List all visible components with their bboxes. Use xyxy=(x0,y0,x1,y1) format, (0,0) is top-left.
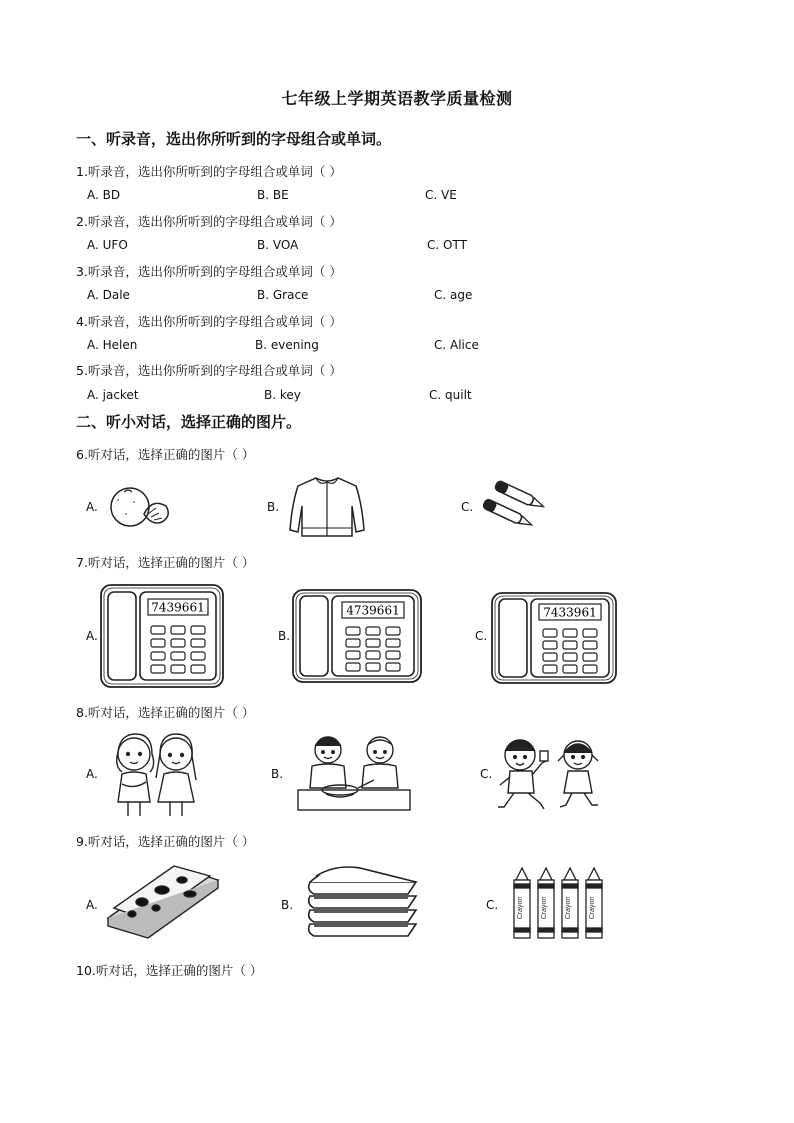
q3-option-b[interactable]: B. Grace xyxy=(257,288,309,302)
page-title: 七年级上学期英语教学质量检测 xyxy=(281,89,513,108)
q3-option-c[interactable]: C. age xyxy=(434,288,473,302)
q3-stem: 3.听录音，选出你所听到的字母组合或单词（ ） xyxy=(76,264,342,279)
crayon-label-1: Crayon xyxy=(517,896,524,920)
boy-and-girl-running-icon[interactable] xyxy=(496,735,606,815)
two-boys-cooking-icon[interactable] xyxy=(296,732,412,812)
q6-label-b: B. xyxy=(267,500,280,514)
q1-stem: 1.听录音，选出你所听到的字母组合或单词（ ） xyxy=(76,164,342,179)
crayon-label-3: Crayon xyxy=(565,896,572,920)
q7-label-c: C. xyxy=(475,629,488,643)
q9-stem: 9.听对话，选择正确的图片（ ） xyxy=(76,834,255,849)
q2-option-c[interactable]: C. OTT xyxy=(427,238,467,252)
q2-option-b[interactable]: B. VOA xyxy=(257,238,299,252)
q6-label-c: C. xyxy=(461,500,474,514)
two-girls-icon[interactable] xyxy=(106,730,206,818)
q4-option-c[interactable]: C. Alice xyxy=(434,338,479,352)
q6-label-a: A. xyxy=(86,500,98,514)
q4-option-b[interactable]: B. evening xyxy=(255,338,319,352)
q10-stem: 10.听对话，选择正确的图片（ ） xyxy=(76,963,263,978)
q1-option-a[interactable]: A. BD xyxy=(87,188,121,202)
q7-label-a: A. xyxy=(86,629,98,643)
q4-option-a[interactable]: A. Helen xyxy=(87,338,138,352)
q5-option-a[interactable]: A. jacket xyxy=(87,388,139,402)
q7-stem: 7.听对话，选择正确的图片（ ） xyxy=(76,555,255,570)
jacket-icon[interactable] xyxy=(286,474,368,538)
telephone-b-icon[interactable] xyxy=(292,589,422,683)
telephone-c-icon[interactable] xyxy=(491,592,617,684)
q6-stem: 6.听对话，选择正确的图片（ ） xyxy=(76,447,255,462)
orange-icon[interactable] xyxy=(104,484,174,530)
q3-option-a[interactable]: A. Dale xyxy=(87,288,130,302)
q7-label-b: B. xyxy=(278,629,291,643)
q2-stem: 2.听录音，选出你所听到的字母组合或单词（ ） xyxy=(76,214,342,229)
crayon-label-4: Crayon xyxy=(589,896,596,920)
q5-stem: 5.听录音，选出你所听到的字母组合或单词（ ） xyxy=(76,363,342,378)
q1-option-c[interactable]: C. VE xyxy=(425,188,457,202)
crayons-icon[interactable] xyxy=(508,866,608,942)
q4-stem: 4.听录音，选出你所听到的字母组合或单词（ ） xyxy=(76,314,342,329)
books-icon[interactable] xyxy=(304,862,420,942)
telephone-a-icon[interactable] xyxy=(100,584,224,688)
q2-option-a[interactable]: A. UFO xyxy=(87,238,128,252)
phone-number-a: 7439661 xyxy=(151,600,205,615)
q8-label-c: C. xyxy=(480,767,493,781)
q8-stem: 8.听对话，选择正确的图片（ ） xyxy=(76,705,255,720)
q9-label-c: C. xyxy=(486,898,499,912)
section2-heading: 二、听小对话，选择正确的图片。 xyxy=(76,413,302,431)
q9-label-a: A. xyxy=(86,898,98,912)
q9-label-b: B. xyxy=(281,898,294,912)
phone-number-c: 7433961 xyxy=(543,605,597,620)
crayon-label-2: Crayon xyxy=(541,896,548,920)
q5-option-b[interactable]: B. key xyxy=(264,388,301,402)
erasers-icon[interactable] xyxy=(104,862,220,942)
pens-icon[interactable] xyxy=(474,480,556,536)
q8-label-a: A. xyxy=(86,767,98,781)
q1-option-b[interactable]: B. BE xyxy=(257,188,289,202)
phone-number-b: 4739661 xyxy=(346,603,400,618)
q8-label-b: B. xyxy=(271,767,284,781)
q5-option-c[interactable]: C. quilt xyxy=(429,388,472,402)
section1-heading: 一、听录音，选出你所听到的字母组合或单词。 xyxy=(76,130,392,148)
